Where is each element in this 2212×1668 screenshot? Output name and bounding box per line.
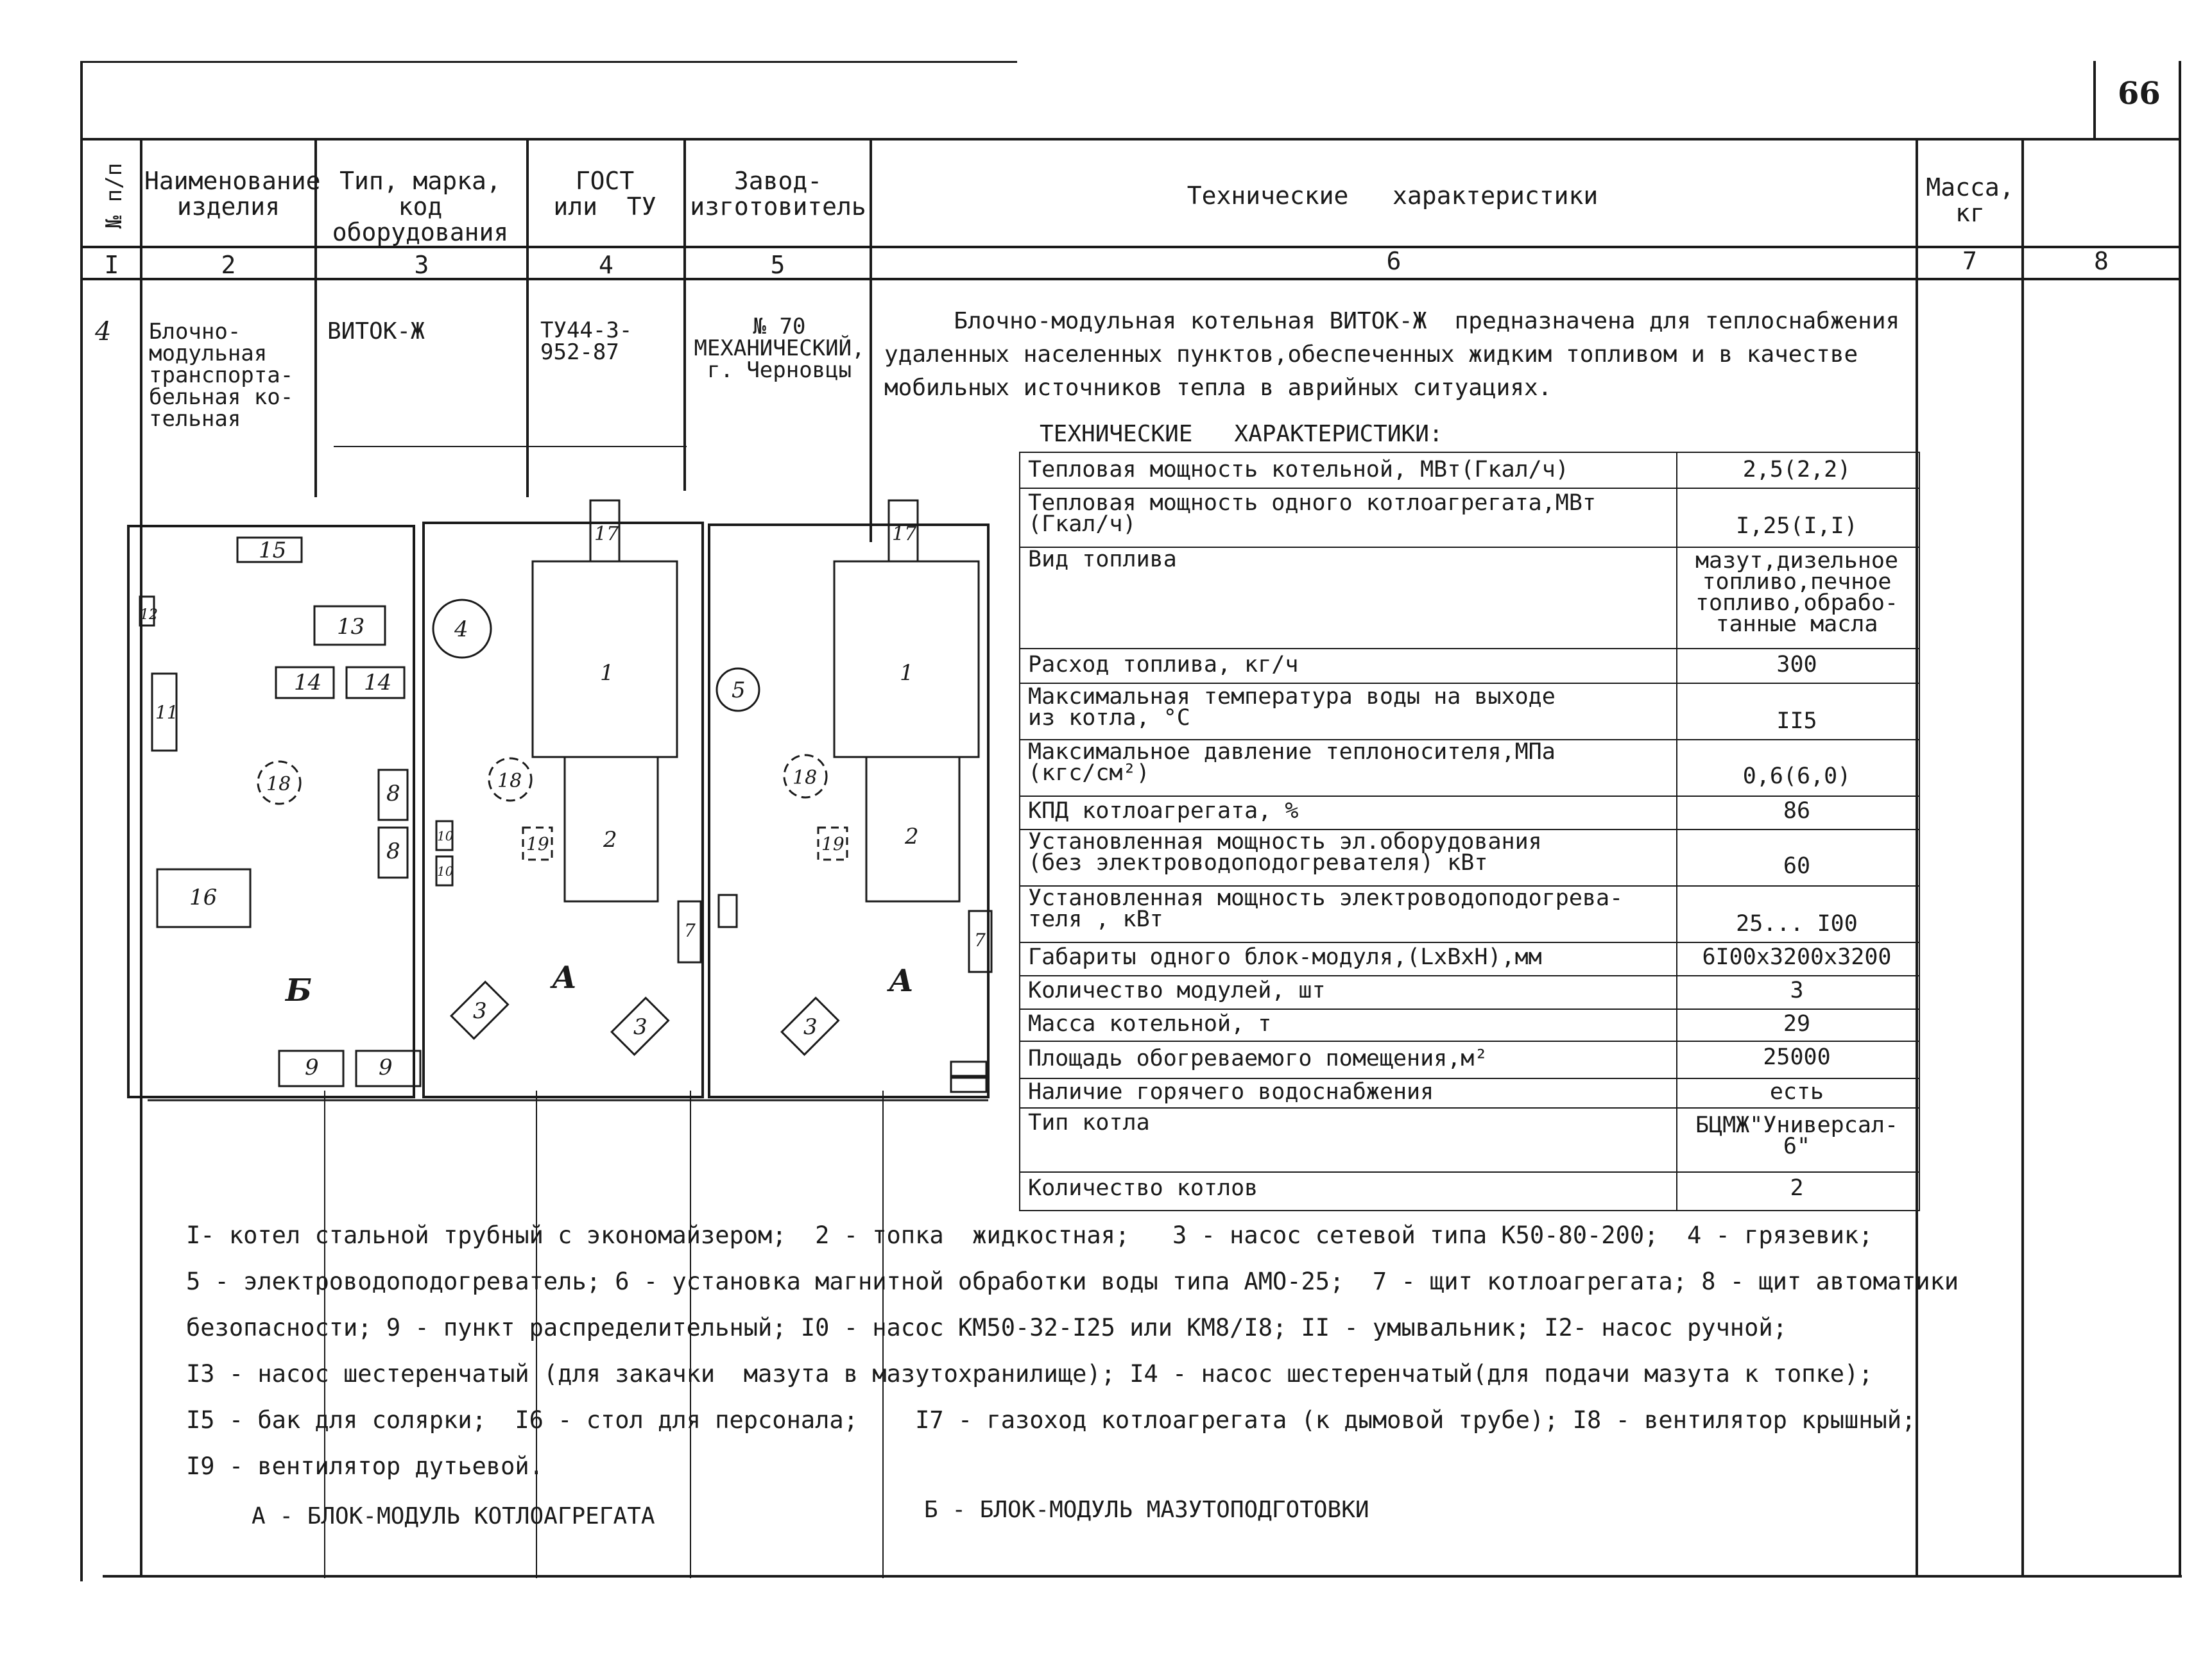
spec-name: Тепловая мощность одного котлоагрегата,МВт (Гкал/ч) — [1028, 490, 1597, 537]
header-type: Тип, марка, код оборудования — [332, 167, 509, 246]
spec-row — [1020, 1173, 1919, 1211]
spec-row — [1020, 1042, 1919, 1079]
row-divider-short — [334, 446, 687, 447]
floor-plan — [122, 494, 1033, 1103]
col-sep-4 — [683, 138, 686, 491]
spec-name: Тепловая мощность котельной, МВт(Гкал/ч) — [1028, 457, 1569, 482]
legend-line: I9 - вентилятор дутьевой. — [186, 1452, 544, 1480]
row-number: 4 — [95, 317, 112, 346]
spec-name: Площадь обогреваемого помещения,м² — [1028, 1046, 1488, 1071]
colnum-6: 6 — [1386, 247, 1402, 275]
module-b-outline — [128, 526, 414, 1097]
spec-name: Масса котельной, т — [1028, 1011, 1272, 1037]
plan-label: 1 — [900, 660, 914, 686]
spec-row — [1020, 740, 1919, 797]
spec-row — [1020, 1079, 1919, 1109]
plan-label: 13 — [337, 614, 365, 640]
row-type: ВИТОК-Ж — [327, 318, 425, 345]
spec-row — [1020, 797, 1919, 830]
plan-label: 8 — [386, 838, 400, 864]
item-9-dist-a2 — [951, 1062, 986, 1076]
plan-label: 19 — [526, 833, 549, 855]
spec-name: Количество котлов — [1028, 1175, 1258, 1201]
plan-label: 18 — [266, 773, 291, 796]
header-plant: Завод- изготовитель — [690, 167, 866, 221]
legend-line: безопасности; 9 - пункт распределительный; I0 - насос КМ50-32-I25 или КМ8/I8; II - умывальник; I2- насос ручной; — [186, 1314, 1787, 1341]
colnum-1: I — [104, 251, 119, 279]
module-b-label: Б — [286, 973, 313, 1008]
col-sep-3 — [526, 138, 529, 497]
item-6-magnetic-unit — [719, 895, 737, 927]
spec-value: 86 — [1783, 798, 1811, 824]
block-a-caption: А - БЛОК-МОДУЛЬ КОТЛОАГРЕГАТА — [252, 1503, 655, 1529]
spec-value: есть — [1769, 1079, 1824, 1105]
legend-line: I3 - насос шестеренчатый (для закачки мазута в мазутохранилище); I4 - насос шестеренчатый(для подачи мазута к топке); — [186, 1360, 1873, 1388]
module-a1-label: А — [552, 960, 578, 996]
spec-row — [1020, 684, 1919, 740]
spec-value: 60 — [1783, 853, 1811, 879]
plan-label: 2 — [905, 824, 919, 849]
colnum-8: 8 — [2094, 247, 2109, 275]
plan-label: 16 — [189, 885, 218, 910]
spec-value: 300 — [1776, 652, 1817, 677]
module-a2-label: А — [889, 963, 914, 999]
spec-name: Установленная мощность электроводоподогрева- теля , кВт — [1028, 885, 1624, 932]
legend-line: I5 - бак для солярки; I6 - стол для персонала; I7 - газоход котлоагрегата (к дымовой трубе); I8 - вентилятор крышный; — [186, 1406, 1916, 1434]
plan-label: 3 — [473, 998, 487, 1024]
plan-label: 9 — [379, 1055, 393, 1080]
spec-name: Количество модулей, шт — [1028, 978, 1326, 1003]
plan-label: 2 — [603, 827, 617, 853]
plan-label: 14 — [294, 670, 322, 695]
colnum-bottom-line — [80, 278, 2180, 280]
right-page-edge — [2179, 61, 2181, 1575]
row-plant: № 70 МЕХАНИЧЕСКИЙ, г. Черновцы — [694, 314, 865, 383]
spec-title: ТЕХНИЧЕСКИЕ ХАРАКТЕРИСТИКИ: — [1040, 421, 1443, 447]
spec-row — [1020, 943, 1919, 976]
plan-label: 4 — [454, 617, 468, 642]
colnum-4: 4 — [599, 251, 613, 279]
plan-label: 8 — [386, 781, 400, 806]
plan-label: 7 — [684, 920, 696, 941]
plan-label: 3 — [633, 1014, 647, 1040]
header-name: Наименование изделия — [144, 167, 321, 221]
page-number-divider — [2093, 61, 2096, 138]
spec-value: БЦМЖ"Универсал- 6" — [1695, 1112, 1899, 1159]
spec-name: Максимальное давление теплоносителя,МПа (кгс/см²) — [1028, 739, 1556, 786]
block-b-caption: Б - БЛОК-МОДУЛЬ МАЗУТОПОДГОТОВКИ — [924, 1497, 1369, 1523]
spec-value: 29 — [1783, 1011, 1811, 1037]
item-1-boiler-a2 — [834, 561, 979, 757]
module-a1-outline — [424, 523, 703, 1097]
plan-label: 3 — [803, 1014, 818, 1040]
spec-name: Установленная мощность эл.оборудования (без электроводоподогревателя) кВт — [1028, 829, 1542, 876]
header-mass: Масса, кг — [1926, 173, 2014, 227]
plan-label: 1 — [600, 660, 614, 686]
legend-line: I- котел стальной трубный с экономайзером; 2 - топка жидкостная; 3 - насос сетевой типа К50-80-200; 4 - грязевик; — [186, 1221, 1873, 1249]
plan-label: 5 — [732, 677, 746, 703]
colnum-5: 5 — [770, 251, 785, 279]
spec-value: 2 — [1790, 1175, 1804, 1201]
spec-row — [1020, 489, 1919, 548]
item-1-boiler-a1 — [533, 561, 677, 757]
spec-row — [1020, 830, 1919, 887]
spec-value: 2,5(2,2) — [1742, 457, 1851, 482]
row-gost: ТУ44-3- 952-87 — [540, 318, 633, 365]
spec-name: Наличие горячего водоснабжения — [1028, 1079, 1434, 1105]
plan-label: 14 — [364, 670, 392, 695]
plan-label: 10 — [437, 828, 454, 844]
plan-label: 11 — [155, 702, 178, 723]
spec-name: Максимальная температура воды на выходе из котла, °С — [1028, 684, 1556, 731]
header-num — [95, 157, 133, 241]
plan-label: 18 — [497, 770, 522, 792]
spec-row — [1020, 548, 1919, 649]
plan-label: 17 — [594, 523, 619, 545]
spec-row — [1020, 887, 1919, 943]
spec-value: 3 — [1790, 978, 1804, 1003]
spec-row — [1020, 976, 1919, 1010]
spec-value: 25000 — [1763, 1044, 1831, 1070]
header-top-line — [80, 138, 2180, 140]
spec-name: Вид топлива — [1028, 547, 1177, 572]
page-number: 66 — [2118, 76, 2161, 112]
spec-name: Расход топлива, кг/ч — [1028, 652, 1299, 677]
header-num-text: № п/п — [101, 162, 127, 229]
plan-label: 12 — [140, 607, 158, 623]
col-sep-7 — [2021, 138, 2024, 1575]
colnum-3: 3 — [414, 251, 429, 279]
spec-value: мазут,дизельное топливо,печное топливо,обрабо- танные масла — [1695, 548, 1899, 637]
spec-row — [1020, 649, 1919, 684]
spec-row — [1020, 1109, 1919, 1173]
spec-value: 25... I00 — [1736, 911, 1858, 937]
spec-right-line — [1919, 452, 1920, 1211]
plan-label: 19 — [821, 833, 845, 855]
header-tech: Технические характеристики — [1187, 182, 1599, 210]
spec-value: II5 — [1776, 708, 1817, 734]
plan-label: 17 — [892, 523, 917, 545]
page-bottom-line — [103, 1575, 2182, 1578]
plan-label: 15 — [259, 538, 287, 563]
spec-row — [1020, 1010, 1919, 1042]
left-frame-line — [80, 61, 83, 1581]
header-gost: ГОСТ или ТУ — [553, 167, 656, 221]
spec-name: Габариты одного блок-модуля,(LхВхН),мм — [1028, 944, 1542, 970]
top-border-line — [80, 61, 1017, 63]
spec-value: 6I00х3200х3200 — [1702, 944, 1892, 970]
legend-line: 5 - электроводоподогреватель; 6 - установка магнитной обработки воды типа АМО-25; 7 - щит котлоагрегата; 8 - щит автоматики — [186, 1268, 1959, 1295]
plan-label: 7 — [974, 930, 986, 951]
spec-row — [1020, 453, 1919, 489]
row-description: Блочно-модульная котельная ВИТОК-Ж предназначена для теплоснабжения удаленных населенных пунктов,обеспеченных жидким топливом и в качестве мобильных источников тепла в аврийных ситуациях. — [884, 308, 1900, 401]
spec-name: Тип котла — [1028, 1110, 1150, 1136]
spec-value: 0,6(6,0) — [1742, 763, 1851, 789]
spec-name: КПД котлоагрегата, % — [1028, 798, 1299, 824]
item-9-dist-a2b — [951, 1078, 986, 1092]
module-a2-outline — [709, 525, 988, 1097]
plan-label: 18 — [793, 767, 818, 789]
plan-label: 10 — [437, 864, 454, 879]
spec-value: I,25(I,I) — [1736, 513, 1858, 539]
plan-label: 9 — [305, 1055, 319, 1080]
colnum-2: 2 — [221, 251, 236, 279]
colnum-7: 7 — [1962, 247, 1977, 275]
row-name: Блочно- модульная транспорта- бельная ко- тельная — [149, 319, 294, 432]
